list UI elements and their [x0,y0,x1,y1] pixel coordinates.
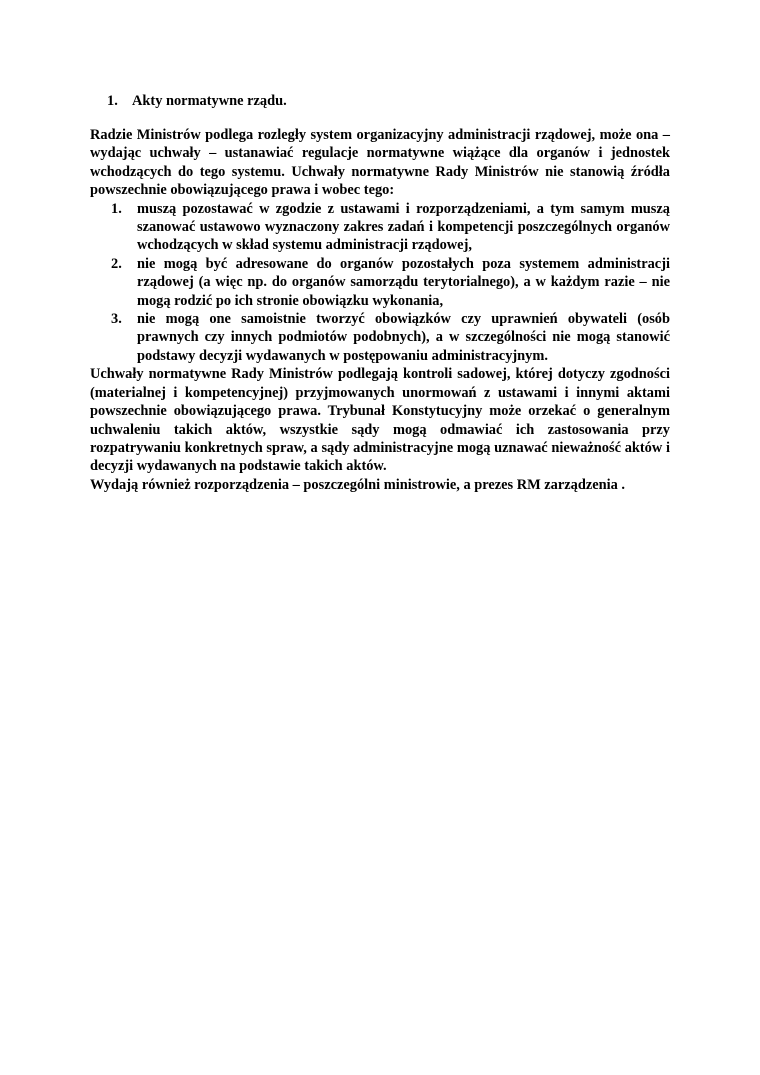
document-body [90,126,670,494]
list-item [90,310,670,365]
list-item-number: 3. [111,311,122,328]
list-item [90,200,670,255]
section-heading [107,92,287,110]
list-item-text: muszą pozostawać w zgodzie z ustawami i rozporządzeniami, a tym samym muszą szanować ustawowo wyznaczony zakres zadań i kompetencji poszczególnych organów wchodzących w skład systemu administracji rządowej, [137,200,670,254]
list-item-number: 2. [111,255,122,272]
list-item [90,255,670,310]
list-item-text: nie mogą one samoistnie tworzyć obowiązków czy uprawnień obywateli (osób prawnych czy innych podmiotów podobnych), a w szczególności nie mogą stanowić podstawy decyzji wydawanych w postępowaniu administracyjnym. [137,311,670,364]
regulations-paragraph: Wydają również rozporządzenia – poszczególni ministrowie, a prezes RM zarządzenia . [90,476,626,493]
list-item-number: 1. [111,200,122,217]
heading-number: 1. [107,93,118,109]
consequences-list [90,200,670,366]
heading-title: Akty normatywne rządu. [132,93,287,109]
list-item-text: nie mogą być adresowane do organów pozostałych poza systemem administracji rządowej (a więc np. do organów samorządu terytorialnego), a w każdym razie – nie mogą rodzić po ich stronie obowiązku wykonania, [137,255,670,309]
judicial-control-paragraph: Uchwały normatywne Rady Ministrów podlegają kontroli sadowej, której dotyczy zgodności (materialnej i kompetencyjnej) przyjmowanych unormowań z ustawami i innymi aktami powszechnie obowiązującego prawa. Trybunał Konstytucyjny może orzekać o generalnym uchwaleniu takich aktów, wszystkie sądy mogą odmawiać ich zastosowania przy rozpatrywaniu konkretnych spraw, a sądy administracyjne mogą uznawać nieważność aktów i decyzji wydawanych na podstawie takich aktów. [90,366,670,475]
intro-paragraph: Radzie Ministrów podlega rozległy system organizacyjny administracji rządowej, może ona – wydając uchwały – ustanawiać regulacje normatywne wiążące dla organów i jednostek wchodzących do tego systemu. Uchwały normatywne Rady Ministrów nie stanowią źródła powszechnie obowiązującego prawa i wobec tego: [90,127,670,199]
